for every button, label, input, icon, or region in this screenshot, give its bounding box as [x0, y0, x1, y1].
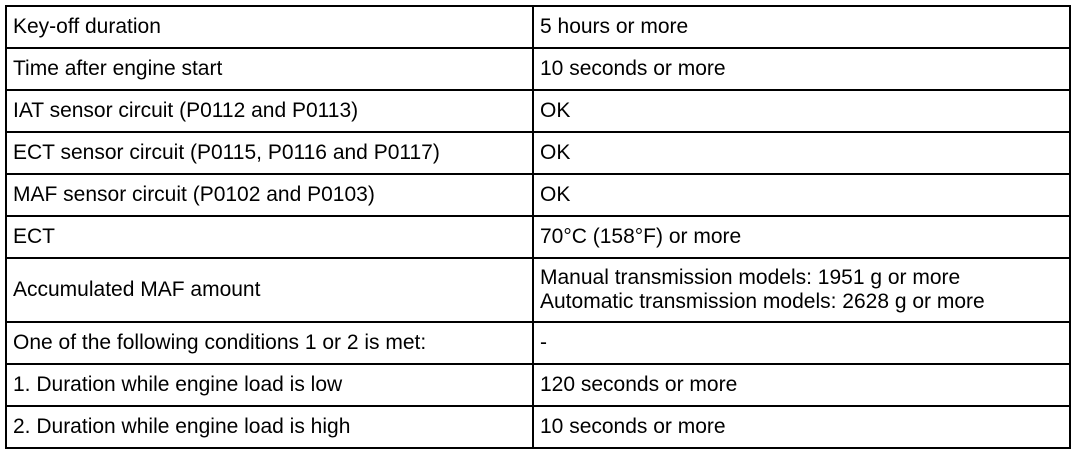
value-cell	[533, 258, 1070, 322]
value-cell	[533, 132, 1070, 174]
condition-cell: ECT	[6, 216, 533, 258]
conditions-table	[5, 5, 1071, 449]
value-cell	[533, 322, 1070, 364]
value-line: OK	[540, 99, 571, 122]
condition-cell: IAT sensor circuit (P0112 and P0113)	[6, 90, 533, 132]
condition-cell: MAF sensor circuit (P0102 and P0103)	[6, 174, 533, 216]
condition-cell: Accumulated MAF amount	[6, 258, 533, 322]
condition-cell: Time after engine start	[6, 48, 533, 90]
table-row	[6, 216, 1070, 258]
value-line: Automatic transmission models: 2628 g or more	[540, 290, 985, 313]
table-row	[6, 406, 1070, 448]
condition-cell: 1. Duration while engine load is low	[6, 364, 533, 406]
value-line: 5 hours or more	[540, 15, 689, 38]
value-line: 70°C (158°F) or more	[540, 225, 742, 248]
value-line: OK	[540, 183, 571, 206]
value-cell	[533, 6, 1070, 48]
value-line: 120 seconds or more	[540, 373, 738, 396]
condition-cell: One of the following conditions 1 or 2 is met:	[6, 322, 533, 364]
value-cell	[533, 406, 1070, 448]
table-row	[6, 48, 1070, 90]
value-cell	[533, 216, 1070, 258]
table-row	[6, 132, 1070, 174]
value-line: OK	[540, 141, 571, 164]
value-cell	[533, 90, 1070, 132]
table-row	[6, 6, 1070, 48]
condition-cell: ECT sensor circuit (P0115, P0116 and P0117)	[6, 132, 533, 174]
value-line: Manual transmission models: 1951 g or more	[540, 266, 961, 289]
conditions-table-wrapper	[5, 5, 1083, 461]
value-line: 10 seconds or more	[540, 57, 726, 80]
value-cell	[533, 174, 1070, 216]
value-cell	[533, 48, 1070, 90]
condition-cell: 2. Duration while engine load is high	[6, 406, 533, 448]
table-row	[6, 90, 1070, 132]
condition-cell: Key-off duration	[6, 6, 533, 48]
table-row	[6, 174, 1070, 216]
value-line: 10 seconds or more	[540, 415, 726, 438]
value-cell	[533, 364, 1070, 406]
table-row	[6, 258, 1070, 322]
value-line: -	[540, 331, 547, 354]
table-row	[6, 364, 1070, 406]
table-row	[6, 322, 1070, 364]
